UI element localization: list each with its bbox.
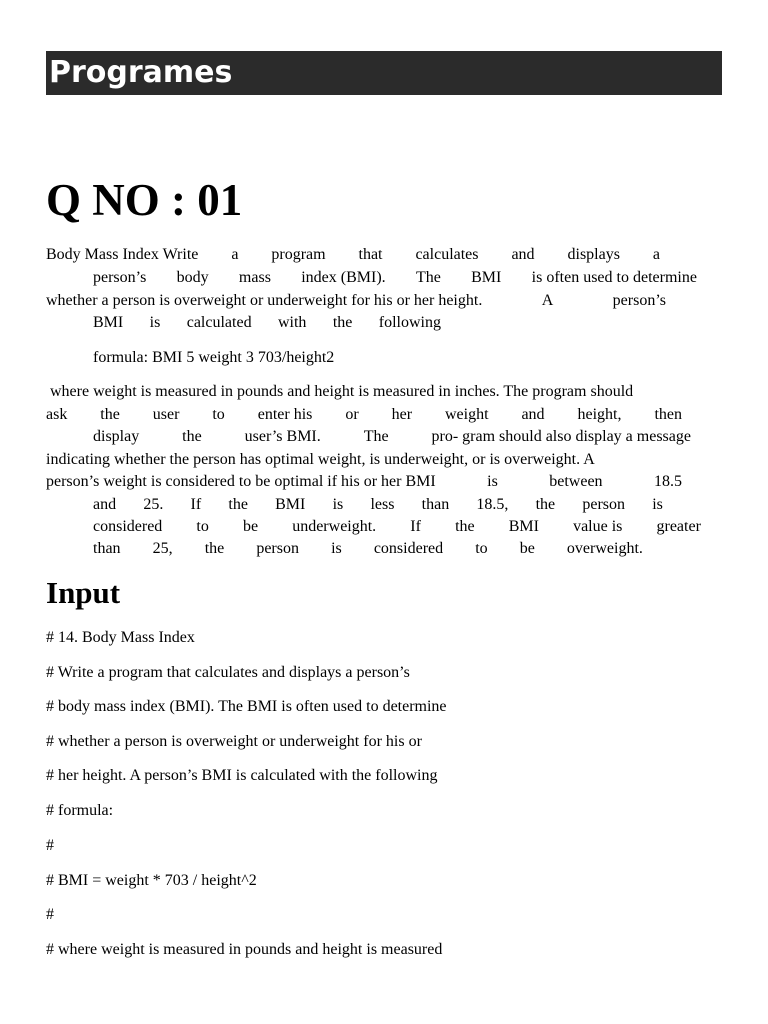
word: be [519,540,535,557]
word: underweight. [292,518,377,535]
word: ask [46,406,68,423]
word: user [152,406,180,423]
word: is [332,496,344,513]
question-number: Q NO : 01 [46,175,243,225]
word: 18.5, [476,496,509,513]
word: whether a person is overweight or underweight for his or her height. [46,292,483,309]
word: weight [444,406,489,423]
code-line: # BMI = weight * 703 / height^2 [46,872,257,889]
code-line: # body mass index (BMI). The BMI is often used to determine [46,698,447,715]
word: pro- gram should also display a message [431,428,691,445]
word: is [331,540,342,557]
word: person’s [612,292,666,309]
word: the [204,540,225,557]
word: mass [238,269,271,286]
word: calculated [186,314,252,331]
word: is [652,496,663,513]
explanation-line [93,539,643,559]
explanation-line [93,495,663,515]
code-line: # [46,837,54,854]
word: considered [373,540,444,557]
code-line: # formula: [46,802,114,819]
explanation-line [46,450,666,470]
word: indicating whether the person has optimal weight, is underweight, or is overweight. A [46,451,595,468]
word: index (BMI). [301,269,386,286]
word: less [370,496,395,513]
word: is often used to determine [531,269,697,286]
word: is [149,314,161,331]
word: overweight. [566,540,643,557]
word: the [100,406,120,423]
explanation-line [50,382,710,402]
word: 25. [143,496,164,513]
word: where weight is measured in pounds and height is measured in inches. The program should [50,383,634,400]
explanation-line [93,427,691,447]
word: person [256,540,299,557]
word: user’s BMI. [244,428,321,445]
explanation-line [46,405,682,425]
word: than [421,496,450,513]
word: BMI [471,269,502,286]
title-banner [46,51,722,95]
word: than [93,540,121,557]
explanation-line [46,472,682,492]
word: Body Mass Index Write [46,246,199,263]
word: The [363,428,389,445]
word: following [378,314,441,331]
code-line: # whether a person is overweight or underweight for his or [46,733,422,750]
word: person’s weight is considered to be optimal if his or her BMI [46,473,436,490]
word: a [231,246,239,263]
input-heading: Input [46,575,121,610]
word: 25, [152,540,173,557]
word: program [271,246,326,263]
word: a [652,246,660,263]
word: then [654,406,682,423]
word: her [391,406,413,423]
word: display [93,428,140,445]
word: the [332,314,353,331]
word: If [190,496,202,513]
word: is [487,473,498,490]
word: between [549,473,603,490]
word: 18.5 [653,473,682,490]
word: The [415,269,441,286]
word: value is [573,518,623,535]
word: to [475,540,488,557]
word: greater [656,518,701,535]
word: BMI [508,518,539,535]
formula-line: formula: BMI 5 weight 3 703/height2 [93,349,335,366]
word: A [541,292,554,309]
description-line [46,245,660,265]
word: calculates [415,246,479,263]
word: height, [577,406,622,423]
explanation-line [93,517,701,537]
description-line [93,268,697,288]
word: and [93,496,117,513]
code-line: # where weight is measured in pounds and height is measured [46,941,443,958]
word: and [511,246,535,263]
code-line: # Write a program that calculates and displays a person’s [46,664,410,681]
word: and [521,406,545,423]
word: to [196,518,209,535]
word: that [358,246,383,263]
word: or [345,406,359,423]
word: displays [567,246,620,263]
word: the [228,496,248,513]
word: be [242,518,259,535]
code-line: # her height. A person’s BMI is calculated with the following [46,767,438,784]
word: person [582,496,625,513]
word: body [176,269,209,286]
word: with [277,314,307,331]
word: BMI [275,496,306,513]
word: If [410,518,421,535]
word: the [182,428,202,445]
banner-title: Programes [49,55,233,90]
code-line: # 14. Body Mass Index [46,629,195,646]
word: BMI [93,314,124,331]
word: enter his [257,406,313,423]
word: person’s [93,269,147,286]
description-line [93,313,441,333]
word: the [455,518,475,535]
word: the [535,496,556,513]
code-line: # [46,906,54,923]
word: considered [93,518,163,535]
word: to [212,406,225,423]
description-line [46,291,666,311]
